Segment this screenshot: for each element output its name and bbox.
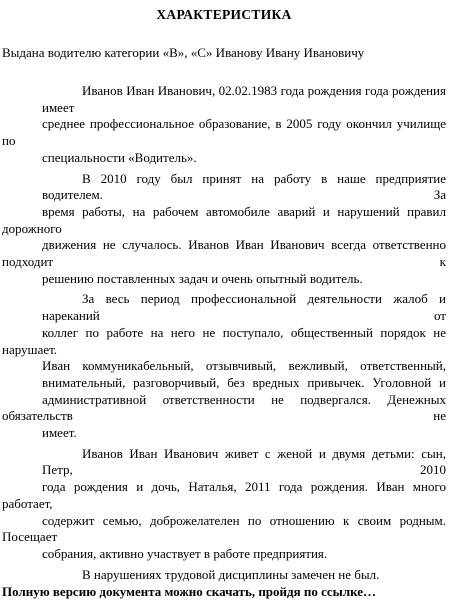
issued-to-line: Выдана водителю категории «В», «С» Иванову Ивану Ивановичу [2,45,365,60]
document-title: ХАРАКТЕРИСТИКА [156,7,292,22]
text-line: движения не случалось. Иванов Иван Иванович всегда ответственно подходит к [2,237,446,270]
text-line: года рождения и дочь, Наталья, 2011 года рождения. Иван много работает, [2,479,446,511]
text-line: Иван коммуникабельный, отзывчивый, вежливый, ответственный, [42,358,446,374]
download-link[interactable]: Полную версию документа можно скачать, пройдя по ссылке… [2,584,377,600]
text-line: В нарушениях трудовой дисциплины замечен не был. [82,566,380,582]
text-line: специальности «Водитель». [42,149,197,165]
text-line: коллег по работе на него не поступало, общественный порядок не нарушает. [2,324,446,357]
text-line: среднее профессиональное образование, в 2005 году окончил училище по [2,116,446,149]
document [2,0,446,600]
paragraph-education [2,83,446,167]
text-line: имеет. [42,425,77,441]
text-line: За весь период профессиональной деятельности жалоб и нареканий от [42,291,446,324]
paragraph-discipline [2,567,446,584]
text-line: решению поставленных задач и очень опытный водитель. [42,270,363,286]
paragraph-employment [2,171,446,288]
text-line: собрания, активно участвует в работе предприятия. [42,545,328,561]
text-line: внимательный, разговорчивый, без вредных привычек. Уголовной и [42,374,446,390]
text-line: административной ответственности не подвергался. Денежных обязательств не [2,391,446,424]
paragraph-character [2,291,446,441]
paragraph-family [2,446,446,563]
text-line: Иванов Иван Иванович, 02.02.1983 года рождения года рождения имеет [42,83,446,115]
text-line: время работы, на рабочем автомобиле аварий и нарушений правил дорожного [2,203,446,236]
text-line: содержит семью, доброжелателен по отношению к своим родным. Посещает [2,512,446,545]
text-line: Иванов Иван Иванович живет с женой и двумя детьми: сын, Петр, 2010 [42,445,446,478]
text-line: В 2010 году был принят на работу в наше предприятие водителем. За [42,170,446,203]
